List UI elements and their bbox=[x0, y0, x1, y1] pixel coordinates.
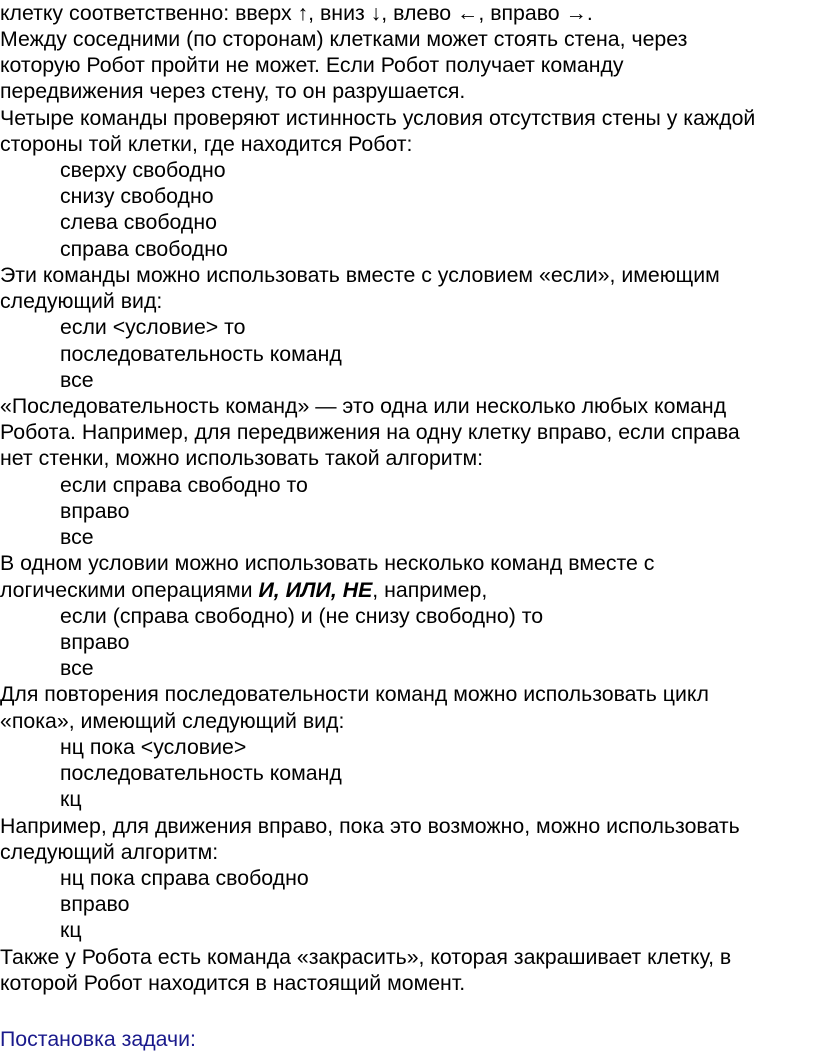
text-line: передвижения через стену, то он разрушается. bbox=[0, 79, 466, 103]
code-line: нц пока справа свободно bbox=[60, 866, 309, 890]
text-line: Например, для движения вправо, пока это возможно, можно использовать bbox=[0, 814, 740, 838]
code-line: вправо bbox=[60, 892, 130, 916]
text-line: Для повторения последовательности команд можно использовать цикл bbox=[0, 682, 709, 706]
code-line: снизу свободно bbox=[60, 184, 214, 208]
text-line: клетку соответственно: вверх ↑, вниз ↓, влево ←, вправо →. bbox=[0, 1, 593, 25]
code-line: нц пока <условие> bbox=[60, 735, 247, 759]
text-line-logic-ops bbox=[0, 577, 487, 603]
logic-suffix: , например, bbox=[372, 578, 488, 602]
code-line: кц bbox=[60, 918, 82, 942]
section-heading: Постановка задачи: bbox=[0, 1027, 196, 1051]
text-line: стороны той клетки, где находится Робот: bbox=[0, 132, 413, 156]
text-line: которой Робот находится в настоящий момент. bbox=[0, 971, 466, 995]
code-line: все bbox=[60, 525, 94, 549]
code-line: все bbox=[60, 368, 94, 392]
code-line: справа свободно bbox=[60, 237, 228, 261]
code-line: последовательность команд bbox=[60, 761, 342, 785]
code-line: вправо bbox=[60, 499, 130, 523]
text-line: «пока», имеющий следующий вид: bbox=[0, 709, 345, 733]
code-line: если <условие> то bbox=[60, 315, 246, 339]
code-line: если справа свободно то bbox=[60, 473, 308, 497]
text-line: следующий алгоритм: bbox=[0, 840, 219, 864]
text-line: Между соседними (по сторонам) клетками может стоять стена, через bbox=[0, 27, 688, 51]
text-line: Четыре команды проверяют истинность условия отсутствия стены у каждой bbox=[0, 106, 756, 130]
code-line: все bbox=[60, 656, 94, 680]
code-line: сверху свободно bbox=[60, 158, 226, 182]
text-line: В одном условии можно использовать несколько команд вместе с bbox=[0, 551, 655, 575]
text-line: нет стенки, можно использовать такой алгоритм: bbox=[0, 446, 484, 470]
code-line: вправо bbox=[60, 630, 130, 654]
text-line: которую Робот пройти не может. Если Робот получает команду bbox=[0, 53, 624, 77]
text-line: Эти команды можно использовать вместе с условием «если», имеющим bbox=[0, 263, 720, 287]
code-line: кц bbox=[60, 787, 82, 811]
text-line: Робота. Например, для передвижения на одну клетку вправо, если справа bbox=[0, 420, 740, 444]
logic-prefix: логическими операциями bbox=[0, 578, 259, 602]
code-line: слева свободно bbox=[60, 210, 217, 234]
code-line: если (справа свободно) и (не снизу свободно) то bbox=[60, 604, 544, 628]
logic-operators: И, ИЛИ, НЕ bbox=[258, 578, 373, 602]
code-line: последовательность команд bbox=[60, 342, 342, 366]
text-line: Также у Робота есть команда «закрасить», которая закрашивает клетку, в bbox=[0, 945, 732, 969]
text-line: «Последовательность команд» — это одна или несколько любых команд bbox=[0, 394, 727, 418]
text-line: следующий вид: bbox=[0, 289, 163, 313]
